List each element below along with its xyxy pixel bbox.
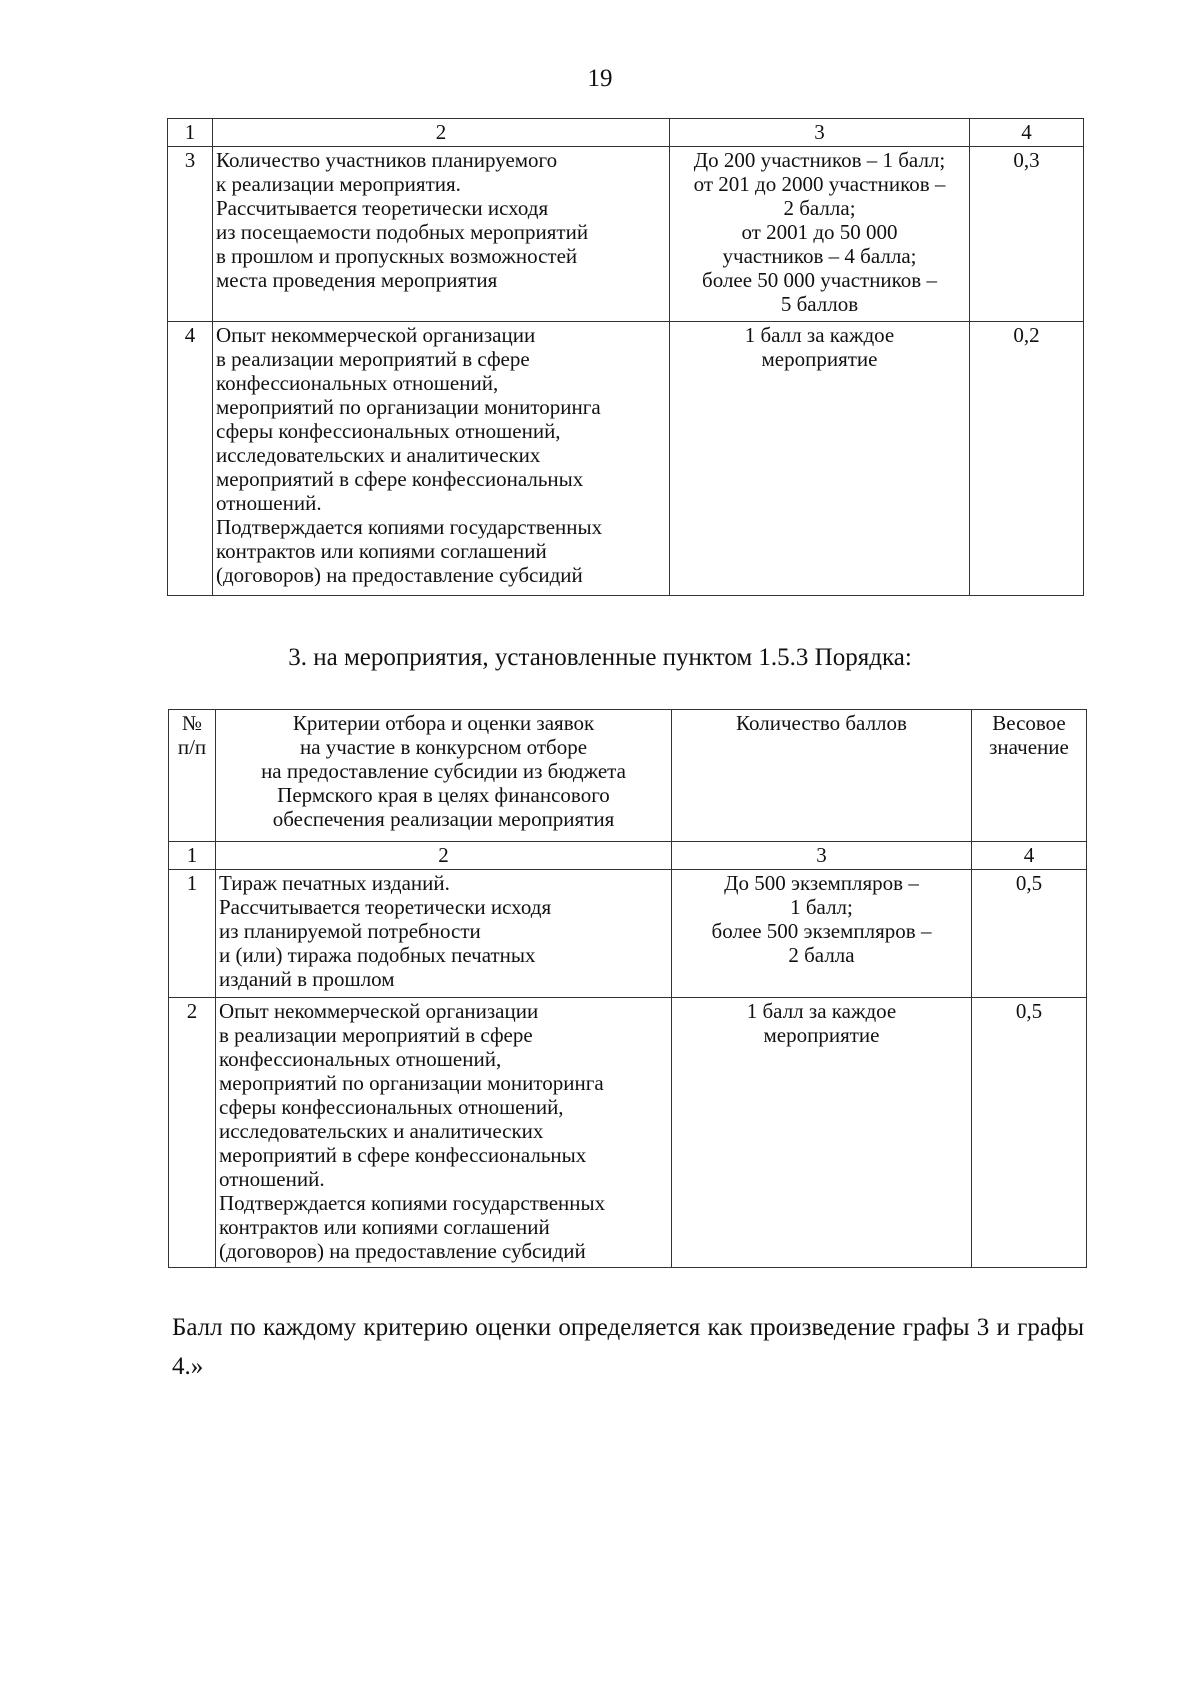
table-row bbox=[169, 998, 1087, 1268]
criteria-table bbox=[168, 709, 1087, 1268]
header-score: Количество баллов bbox=[672, 710, 972, 842]
score-cell: 1 балл за каждое мероприятие bbox=[670, 322, 970, 596]
column-number-cell: 3 bbox=[670, 119, 970, 147]
closing-paragraph: Балл по каждому критерию оценки определяется как произведение графы 3 и графы 4.» bbox=[172, 1314, 1084, 1380]
weight-cell: 0,3 bbox=[970, 147, 1084, 322]
criterion-cell: Тираж печатных изданий. Рассчитывается теоретически исходя из планируемой потребности и (или) тиража подобных печатных изданий в прошлом bbox=[216, 870, 672, 998]
score-cell: 1 балл за каждое мероприятие bbox=[672, 998, 972, 1268]
column-number-cell: 2 bbox=[216, 842, 672, 870]
page-number: 19 bbox=[587, 65, 613, 92]
header-criteria: Критерии отбора и оценки заявок на участие в конкурсном отборе на предоставление субсидии из бюджета Пермского края в целях финансового обеспечения реализации мероприятия bbox=[216, 710, 672, 842]
column-number-cell: 2 bbox=[213, 119, 670, 147]
row-number-cell: 3 bbox=[168, 147, 213, 322]
row-number-cell: 2 bbox=[169, 998, 216, 1268]
row-number-cell: 1 bbox=[169, 870, 216, 998]
row-number-cell: 4 bbox=[168, 322, 213, 596]
score-cell: До 200 участников – 1 балл; от 201 до 2000 участников – 2 балла; от 2001 до 50 000 участников – 4 балла; более 50 000 участников – 5 баллов bbox=[670, 147, 970, 322]
table-row bbox=[168, 147, 1084, 322]
column-number-row bbox=[169, 842, 1087, 870]
column-number-cell: 4 bbox=[970, 119, 1084, 147]
column-number-cell: 3 bbox=[672, 842, 972, 870]
weight-cell: 0,5 bbox=[972, 998, 1087, 1268]
score-cell: До 500 экземпляров – 1 балл; более 500 экземпляров – 2 балла bbox=[672, 870, 972, 998]
criterion-cell: Опыт некоммерческой организации в реализации мероприятий в сфере конфессиональных отношений, мероприятий по организации мониторинга сферы конфессиональных отношений, исследовательских и аналитических мероприятий в сфере конфессиональных отношений. Подтверждается копиями государственных контрактов или копиями соглашений (договоров) на предоставление субсидий bbox=[216, 998, 672, 1268]
weight-cell: 0,2 bbox=[970, 322, 1084, 596]
table-row bbox=[169, 870, 1087, 998]
column-number-row bbox=[168, 119, 1084, 147]
criterion-cell: Количество участников планируемого к реализации мероприятия. Рассчитывается теоретически исходя из посещаемости подобных мероприятий в прошлом и пропускных возможностей места проведения мероприятия bbox=[213, 147, 670, 322]
weight-cell: 0,5 bbox=[972, 870, 1087, 998]
header-weight: Весовое значение bbox=[972, 710, 1087, 842]
table-row bbox=[168, 322, 1084, 596]
section-heading: 3. на мероприятия, установленные пунктом 1.5.3 Порядка: bbox=[288, 644, 912, 671]
table-header-row bbox=[169, 710, 1087, 842]
column-number-cell: 1 bbox=[169, 842, 216, 870]
column-number-cell: 4 bbox=[972, 842, 1087, 870]
column-number-cell: 1 bbox=[168, 119, 213, 147]
criteria-table-continued bbox=[167, 118, 1084, 596]
header-number: № п/п bbox=[169, 710, 216, 842]
criterion-cell: Опыт некоммерческой организации в реализации мероприятий в сфере конфессиональных отношений, мероприятий по организации мониторинга сферы конфессиональных отношений, исследовательских и аналитических мероприятий в сфере конфессиональных отношений. Подтверждается копиями государственных контрактов или копиями соглашений (договоров) на предоставление субсидий bbox=[213, 322, 670, 596]
